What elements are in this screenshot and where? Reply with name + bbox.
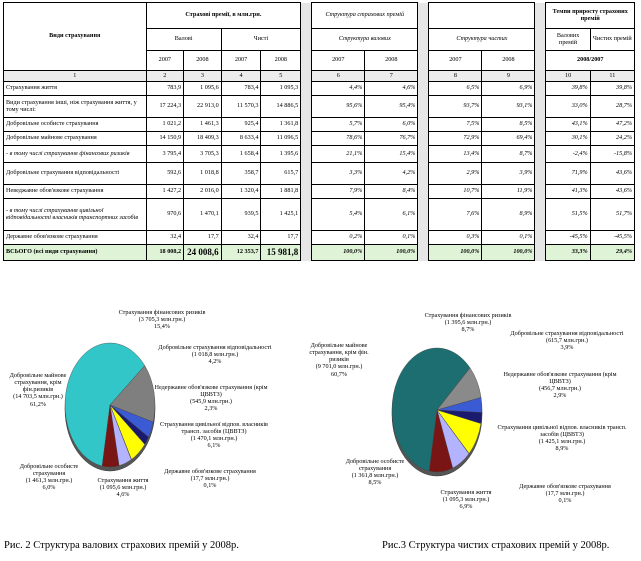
table-cell: 51,7% — [590, 199, 634, 231]
column-number: 11 — [590, 71, 634, 82]
table-cell: 43,6% — [590, 185, 634, 199]
pie-label-amount: (1 461,3 млн.грн.) — [25, 477, 73, 485]
column-gap — [301, 71, 312, 82]
column-gap — [301, 118, 312, 132]
table-cell: 71,9% — [546, 163, 590, 185]
column-gap — [301, 82, 312, 96]
pie-slice-label — [108, 309, 216, 330]
column-number: 5 — [261, 71, 301, 82]
table-cell: 76,7% — [365, 132, 418, 146]
table-cell: -45,5% — [546, 231, 590, 245]
pie-label-percent-label: 3,9% — [560, 344, 574, 352]
column-gap — [418, 96, 429, 118]
pie-label-name: Страхування життя — [97, 477, 149, 484]
table-cell: 32,4 — [146, 231, 184, 245]
table-cell: 22 913,0 — [184, 96, 222, 118]
column-number: 4 — [221, 71, 261, 82]
pie-label-name: Добровільне майнове страхування, крім фін. ризиків — [309, 342, 369, 364]
pie-label-amount: (17,7 млн.грн.) — [545, 490, 585, 498]
table-cell: -45,5% — [590, 231, 634, 245]
table-cell: 11,9% — [482, 185, 535, 199]
pie-label-name: Недержавне обов'язкове страхування (крім ЦВВТЗ) — [503, 371, 617, 386]
table-cell: 15,4% — [365, 146, 418, 163]
table-cell: 615,7 — [261, 163, 301, 185]
row-name: Неведжавне обов'язкове страхування — [4, 185, 147, 199]
pie-label-percent-label: 15,4% — [154, 323, 170, 331]
table-cell: 11 570,3 — [221, 96, 261, 118]
row-name: - в тому числі страхування фінансових ризиків — [4, 146, 147, 163]
column-gap — [301, 231, 312, 245]
pie-label-amount: (615,7 млн.грн.) — [546, 337, 588, 345]
column-gap — [418, 231, 429, 245]
column-gap — [301, 185, 312, 199]
pie-label-amount: (456,7 млн.грн.) — [539, 385, 581, 393]
table-cell: 592,6 — [146, 163, 184, 185]
table-cell: 2 016,0 — [184, 185, 222, 199]
table-cell: 18 008,2 — [146, 245, 184, 261]
column-gap — [535, 132, 546, 146]
column-gap — [301, 199, 312, 231]
table-row — [4, 132, 635, 146]
column-number: 6 — [312, 71, 365, 82]
table-row — [4, 118, 635, 132]
table-cell: 24 008,6 — [184, 245, 222, 261]
pie-label-name: Страхування фінансових ризиків — [424, 312, 512, 319]
column-number: 2 — [146, 71, 184, 82]
table-cell: 7,6% — [429, 199, 482, 231]
column-gap — [535, 245, 546, 261]
pie-label-percent-label: 60,7% — [331, 370, 347, 378]
column-gap — [535, 146, 546, 163]
table-cell: 43,1% — [546, 118, 590, 132]
header-gross-rate: Валових премій — [546, 29, 590, 51]
table-cell: 95,6% — [312, 96, 365, 118]
column-gap — [535, 82, 546, 96]
column-gap — [418, 185, 429, 199]
table-cell: 7,9% — [312, 185, 365, 199]
table-cell: 100,0% — [312, 245, 365, 261]
column-gap — [418, 118, 429, 132]
table-cell: 1 881,8 — [261, 185, 301, 199]
pie-label-amount: (3 705,3 млн.грн.) — [138, 316, 186, 324]
pie-label-name: Державне обов'язкове страхування — [164, 468, 256, 475]
table-cell: 3 795,4 — [146, 146, 184, 163]
column-gap — [301, 146, 312, 163]
pie-label-amount: (1 470,1 млн.грн.) — [190, 435, 238, 443]
header-structure-blank — [429, 3, 535, 29]
pie-slice-label — [330, 458, 420, 487]
column-gap — [301, 3, 312, 71]
table-cell: 3,9% — [482, 163, 535, 185]
table-cell: 0,3% — [429, 231, 482, 245]
column-gap — [535, 71, 546, 82]
header-year: 2007 — [221, 51, 261, 71]
header-period: 2008/2007 — [546, 51, 635, 71]
pie-label-amount: (14 703,5 млн.грн.) — [13, 393, 63, 401]
row-name: Страхування життя — [4, 82, 147, 96]
column-gap — [301, 163, 312, 185]
table-row — [4, 82, 635, 96]
column-gap — [418, 132, 429, 146]
pie-label-percent-label: 0,1% — [558, 497, 572, 505]
table-cell: 14 886,5 — [261, 96, 301, 118]
pie-label-percent-label: 4,2% — [208, 358, 222, 366]
table-row — [4, 96, 635, 118]
table-row — [4, 199, 635, 231]
pie-label-name: Державне обов'язкове страхування — [519, 483, 611, 490]
column-gap — [301, 245, 312, 261]
table-cell: 100,0% — [429, 245, 482, 261]
table-cell: 39,8% — [590, 82, 634, 96]
table-cell: 69,4% — [482, 132, 535, 146]
table-cell: 15 981,8 — [261, 245, 301, 261]
table-cell: 358,7 — [221, 163, 261, 185]
table-cell: 6,5% — [429, 82, 482, 96]
table-cell: 13,4% — [429, 146, 482, 163]
pie-label-name: Страхування цивільної відпов. власників трансп. засобів (ЦВВТЗ) — [160, 421, 268, 436]
column-gap — [535, 231, 546, 245]
table-cell: 72,9% — [429, 132, 482, 146]
pie-label-amount: (545,9 млн.грн.) — [190, 398, 232, 406]
pie-label-percent-label: 6,9% — [459, 503, 473, 511]
table-cell: 100,0% — [365, 245, 418, 261]
table-cell: 1 018,8 — [184, 163, 222, 185]
header-year: 2007 — [146, 51, 184, 71]
row-name: Добровільне страхування відповідальності — [4, 163, 147, 185]
table-cell: 8 633,4 — [221, 132, 261, 146]
table-cell: 3 705,3 — [184, 146, 222, 163]
table-cell: 1 361,8 — [261, 118, 301, 132]
table-cell: 17,7 — [261, 231, 301, 245]
pie-slice-label — [155, 344, 275, 365]
table-cell: 21,1% — [312, 146, 365, 163]
table-cell: 17 224,3 — [146, 96, 184, 118]
table-cell: 8,7% — [482, 146, 535, 163]
pie-label-name: Страхування фінансових ризиків — [118, 309, 206, 316]
table-cell: -2,4% — [546, 146, 590, 163]
column-gap — [535, 185, 546, 199]
pie-label-name: Страхування цивільної відпов. власників трансп. засобів (ЦВВТЗ) — [497, 424, 627, 439]
header-year: 2008 — [365, 51, 418, 71]
pie-label-percent-label: 6,0% — [42, 484, 56, 492]
column-gap — [535, 199, 546, 231]
header-net-rate: Чистих премій — [590, 29, 634, 51]
column-gap — [418, 199, 429, 231]
header-gross-structure: Структура валових — [312, 29, 418, 51]
table-cell: 12 353,7 — [221, 245, 261, 261]
row-name: Державне обов'язкове страхування — [4, 231, 147, 245]
column-gap — [535, 163, 546, 185]
column-number: 9 — [482, 71, 535, 82]
table-cell: 7,5% — [429, 118, 482, 132]
pie-label-name: Добровільне особисте страхування — [19, 463, 79, 478]
table-row — [4, 231, 635, 245]
table-cell: 1 395,6 — [261, 146, 301, 163]
header-gross: Валові — [146, 29, 221, 51]
table-cell: 14 150,9 — [146, 132, 184, 146]
table-row — [4, 163, 635, 185]
pie-label-percent-label: 0,1% — [203, 482, 217, 490]
pie-label-percent-label: 6,1% — [207, 442, 221, 450]
header-structure: Структура страхових премій — [312, 3, 418, 29]
table-cell: 8,9% — [482, 199, 535, 231]
pie-label-percent-label: 2,3% — [204, 405, 218, 413]
pie-slice-label — [14, 463, 84, 492]
figure-3-caption: Рис.3 Структура чистих страхових премій у 2008р. — [382, 540, 610, 551]
pie-label-name: Добровільне майнове страхування, крім фін.ризиків — [9, 372, 67, 394]
table-cell: 41,3% — [546, 185, 590, 199]
row-name: - в тому числі страхування цивільної відповідальності власників транспортних засобів — [4, 199, 147, 231]
pie-slice-label — [492, 371, 628, 400]
table-cell: 0,1% — [365, 231, 418, 245]
insurance-premiums-table — [3, 2, 635, 261]
column-number: 8 — [429, 71, 482, 82]
header-year: 2007 — [429, 51, 482, 71]
table-cell: 78,6% — [312, 132, 365, 146]
table-cell: 1 095,6 — [184, 82, 222, 96]
column-gap — [301, 132, 312, 146]
table-cell: 24,2% — [590, 132, 634, 146]
pie-slice-label — [150, 468, 270, 489]
column-gap — [535, 3, 546, 71]
header-year: 2007 — [312, 51, 365, 71]
table-cell: 939,5 — [221, 199, 261, 231]
header-year: 2008 — [184, 51, 222, 71]
column-gap — [418, 3, 429, 71]
pie-label-amount: (1 395,6 млн.грн.) — [444, 319, 492, 327]
table-row — [4, 185, 635, 199]
table-cell: 6,9% — [482, 82, 535, 96]
pie-label-amount: (1 095,6 млн.грн.) — [99, 484, 147, 492]
table-cell: 5,4% — [312, 199, 365, 231]
column-number: 1 — [4, 71, 147, 82]
column-number: 7 — [365, 71, 418, 82]
column-number: 3 — [184, 71, 222, 82]
pie-label-amount: (1 425,1 млн.грн.) — [538, 438, 586, 446]
table-cell: 33,0% — [546, 96, 590, 118]
pie-label-name: Добровільне особисте страхування — [345, 458, 405, 473]
figure-2-caption: Рис. 2 Структура валових страхових премій у 2008р. — [4, 540, 239, 551]
table-cell: 18 409,3 — [184, 132, 222, 146]
header-premiums: Страхові премії, в млн.грн. — [146, 3, 301, 29]
header-year: 2008 — [482, 51, 535, 71]
header-net: Чисті — [221, 29, 301, 51]
column-gap — [418, 245, 429, 261]
pie-label-percent-label: 8,7% — [461, 326, 475, 334]
table-cell: 8,4% — [365, 185, 418, 199]
table-cell: 970,6 — [146, 199, 184, 231]
table-cell: 5,7% — [312, 118, 365, 132]
row-name: ВСЬОГО (всі види страхування) — [4, 245, 147, 261]
header-kind: Види страхування — [4, 3, 147, 71]
pie-slice-label — [152, 384, 270, 413]
table-cell: 10,7% — [429, 185, 482, 199]
column-gap — [418, 163, 429, 185]
table-cell: 3,3% — [312, 163, 365, 185]
table-cell: 11 096,5 — [261, 132, 301, 146]
table-cell: 93,1% — [482, 96, 535, 118]
pie-label-percent-label: 8,5% — [368, 479, 382, 487]
table-cell: 783,4 — [221, 82, 261, 96]
table-cell: 6,1% — [365, 199, 418, 231]
table-cell: 17,7 — [184, 231, 222, 245]
pie-slice-label — [150, 421, 278, 450]
table-cell: -15,8% — [590, 146, 634, 163]
pie-label-amount: (9 701,0 млн.грн.) — [315, 363, 363, 371]
table-cell: 95,4% — [365, 96, 418, 118]
column-gap — [418, 146, 429, 163]
pie-label-name: Добровільне страхування відповідальності — [158, 344, 272, 351]
column-gap — [301, 96, 312, 118]
table-cell: 1 021,2 — [146, 118, 184, 132]
pie-label-name: Добровільне страхування відповідальності — [510, 330, 624, 337]
column-gap — [418, 71, 429, 82]
table-cell: 33,3% — [546, 245, 590, 261]
pie-slice-label — [82, 477, 164, 498]
gross-premiums-pie-chart — [60, 340, 160, 480]
table-cell: 28,7% — [590, 96, 634, 118]
table-row — [4, 245, 635, 261]
table-cell: 1 470,1 — [184, 199, 222, 231]
pie-label-percent-label: 61,2% — [30, 400, 46, 408]
table-cell: 93,7% — [429, 96, 482, 118]
table-cell: 925,4 — [221, 118, 261, 132]
table-cell: 4,6% — [365, 82, 418, 96]
pie-slice-label — [488, 424, 636, 453]
table-cell: 29,4% — [590, 245, 634, 261]
table-cell: 1 095,3 — [261, 82, 301, 96]
pie-slice-label — [498, 330, 636, 351]
header-year: 2008 — [261, 51, 301, 71]
table-cell: 4,4% — [312, 82, 365, 96]
pie-slice-label — [2, 372, 74, 408]
pie-label-amount: (1 361,8 млн.грн.) — [351, 472, 399, 480]
pie-label-name: Страхування життя — [440, 489, 492, 496]
table-cell: 1 658,4 — [221, 146, 261, 163]
pie-slice-label — [425, 489, 507, 510]
pie-label-percent-label: 4,6% — [116, 491, 130, 499]
table-cell: 4,2% — [365, 163, 418, 185]
column-gap — [535, 96, 546, 118]
pie-label-amount: (17,7 млн.грн.) — [190, 475, 230, 483]
table-cell: 39,8% — [546, 82, 590, 96]
table-cell: 32,4 — [221, 231, 261, 245]
pie-label-amount: (1 018,8 млн.грн.) — [191, 351, 239, 359]
pie-slice-label — [500, 483, 630, 504]
table-cell: 47,2% — [590, 118, 634, 132]
column-gap — [535, 118, 546, 132]
table-cell: 2,9% — [429, 163, 482, 185]
table-cell: 0,2% — [312, 231, 365, 245]
table-row — [4, 146, 635, 163]
pie-label-name: Недержавне обов'язкове страхування (крім ЦВВТЗ) — [154, 384, 268, 399]
table-cell: 100,0% — [482, 245, 535, 261]
header-net-structure: Структура чистих — [429, 29, 535, 51]
table-cell: 1 425,1 — [261, 199, 301, 231]
row-name: Види страхування інші, ніж страхування життя, у тому числі: — [4, 96, 147, 118]
header-rate: Темпи приросту страхових премій — [546, 3, 635, 29]
column-gap — [418, 82, 429, 96]
pie-label-amount: (1 095,3 млн.грн.) — [442, 496, 490, 504]
table-cell: 43,6% — [590, 163, 634, 185]
row-name: Добровільне особисте страхування — [4, 118, 147, 132]
table-cell: 1 427,2 — [146, 185, 184, 199]
table-cell: 783,9 — [146, 82, 184, 96]
table-cell: 1 461,3 — [184, 118, 222, 132]
table-cell: 8,5% — [482, 118, 535, 132]
table-cell: 51,5% — [546, 199, 590, 231]
column-number-row — [4, 71, 635, 82]
row-name: Добровільне майнове страхування — [4, 132, 147, 146]
table-cell: 30,1% — [546, 132, 590, 146]
pie-label-percent-label: 8,9% — [555, 445, 569, 453]
pie-label-percent-label: 2,9% — [553, 392, 567, 400]
table-cell: 0,1% — [482, 231, 535, 245]
table-cell: 6,0% — [365, 118, 418, 132]
pie-slice-label — [300, 342, 378, 378]
column-number: 10 — [546, 71, 590, 82]
table-cell: 1 320,4 — [221, 185, 261, 199]
